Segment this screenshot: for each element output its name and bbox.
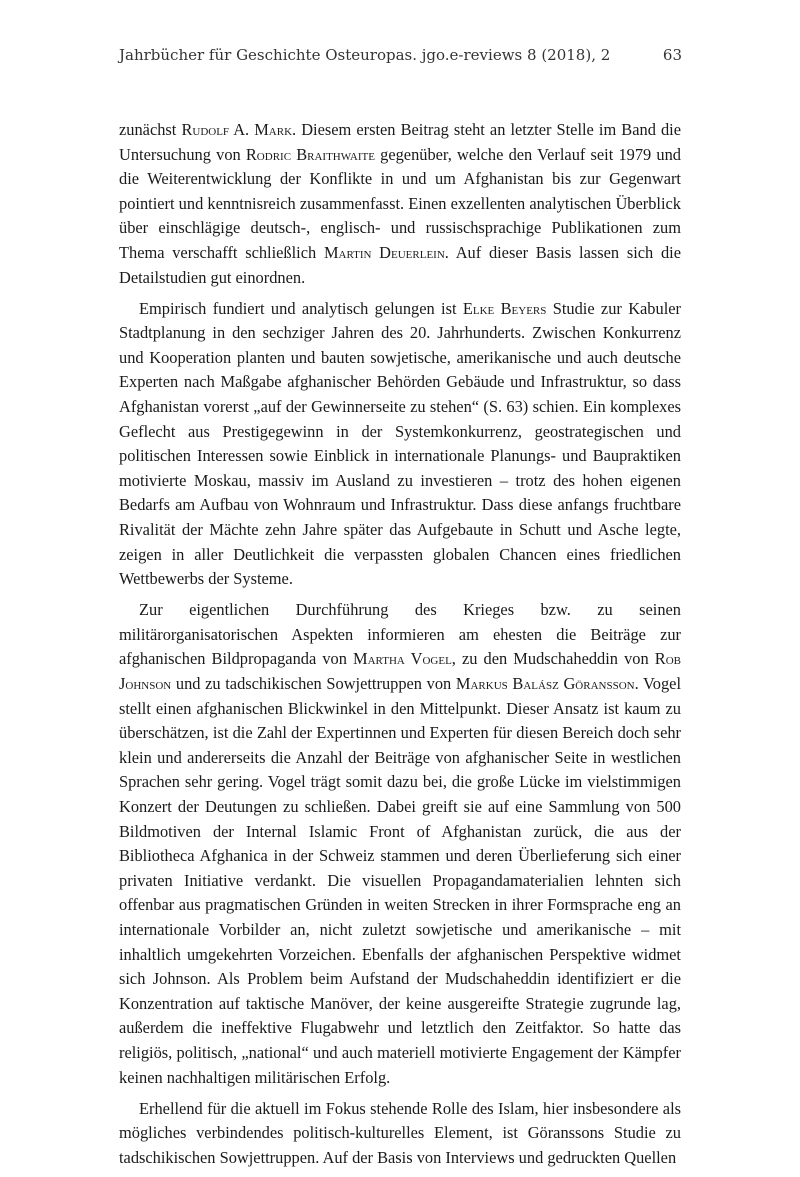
author-name: Rodric Braithwaite [245,144,375,164]
text-segment: , zu den Mudschaheddin von [451,649,655,669]
text-segment: gegenüber, welche den Verlauf seit 1979 und die Weiterentwicklung der Konflikte in und um Afghanistan bis zur Gegenwart pointiert und kenntnisreich zusammenfasst. Einen exzellenten analytischen Überblick über einschlägige deutsch-, englisch- und russischsprachige Publikationen zum Thema verschafft schließlich [119,144,681,262]
text-segment: . Auf dieser Basis lassen sich die Detailstudien gut einordnen. [119,242,681,287]
journal-title: Jahrbücher für Geschichte Osteuropas. jgo.e-reviews 8 (2018), 2 [119,46,611,64]
paragraph-1 [119,118,681,290]
text-segment: . Diesem ersten Beitrag steht an letzter Stelle im Band die Untersuchung von [119,120,681,164]
author-name: Martha Vogel [353,649,452,669]
paragraph-3 [119,598,681,1090]
text-segment: zunächst [119,120,182,139]
text-segment: Studie zur Kabuler Stadtplanung in den sechziger Jahren des 20. Jahrhunderts. Zwischen Konkurrenz und Kooperation planten und bauten sowjetische, amerikanische und auch deutsche Experten nach Maßgabe afghanischer Behörden Gebäude und Infrastruktur, so dass Afghanistan vorerst „auf der Gewinnerseite zu stehen“ (S. 63) schien. Ein komplexes Geflecht aus Prestigegewinn in der Systemkonkurrenz, geostrategischen und politischen Interessen sowie Einblick in internationale Planungs- und Baupraktiken motivierte Moskau, massiv im Ausland zu investieren – trotz des hohen eigenen Bedarfs am Aufbau von Wohnraum und Infrastruktur. Dass diese anfangs fruchtbare Rivalität der Mächte zehn Jahre später das Aufgebaute in Schutt und Asche legte, zeigen in aller Deutlichkeit die verpassten globalen Chancen eines friedlichen Wettbewerbs der Systeme. [119,298,681,589]
text-segment: Empirisch fundiert und analytisch gelungen ist [139,298,463,318]
author-name: Rob Johnson [119,649,681,694]
text-segment: Zur eigentlichen Durchführung des Krieges bzw. zu seinen militärorganisatorischen Aspekten informieren am ehesten die Beiträge zur afghanischen Bildpropaganda von [119,600,681,669]
running-header [119,46,682,64]
author-name: Markus Balász Göransson [455,674,635,694]
author-name: Martin Deuerlein [323,242,445,262]
text-segment: . Vogel stellt einen afghanischen Blickwinkel in den Mittelpunkt. Dieser Ansatz ist kaum zu überschätzen, ist die Zahl der Expertinnen und Experten für diesen Bereich doch sehr klein und andererseits die Anzahl der Beiträge von afghanischer Seite in westlichen Sprachen sehr gering. Vogel trägt somit dazu bei, die große Lücke im vielstimmigen Konzert der Deutungen zu schließen. Dabei greift sie auf eine Sammlung von 500 Bildmotiven der Internal Islamic Front of Afghanistan zurück, die aus der Bibliotheca Afghanica in der Schweiz stammen und deren Überlieferung sich einer privaten Initiative verdankt. Die visuellen Propagandamaterialien lehnten sich offenbar aus pragmatischen Gründen in weiten Strecken in ihrer Formsprache eng an internationale Vorbilder an, nicht zuletzt sowjetische und amerikanische – mit inhaltlich umgekehrten Vorzeichen. Ebenfalls der afghanischen Perspektive widmet sich Johnson. Als Problem beim Aufstand der Mudschaheddin identifiziert er die Konzentration auf taktische Manöver, der keine ausgereifte Strategie zugrunde lag, außerdem die ineffektive Flugabwehr und letztlich den Zeitfaktor. So hatte das religiös, politisch, „national“ und auch materiell motivierte Engagement der Kämpfer keinen nachhaltigen militärischen Erfolg. [119,674,681,1087]
text-segment: und zu tadschikischen Sowjettruppen von [171,674,456,694]
paragraph-4 [119,1097,681,1171]
paragraph-2 [119,297,681,592]
author-name: Elke Beyers [462,298,547,318]
text-segment: Erhellend für die aktuell im Fokus stehende Rolle des Islam, hier insbesondere als mögliches verbindendes politisch-kulturelles Element, ist Göranssons Studie zu tadschikischen Sowjettruppen. Auf der Basis von Interviews und gedruckten Quellen [119,1098,681,1167]
body-text [119,118,681,1177]
page-number: 63 [662,46,682,64]
author-name: Rudolf A. Mark [181,120,293,139]
